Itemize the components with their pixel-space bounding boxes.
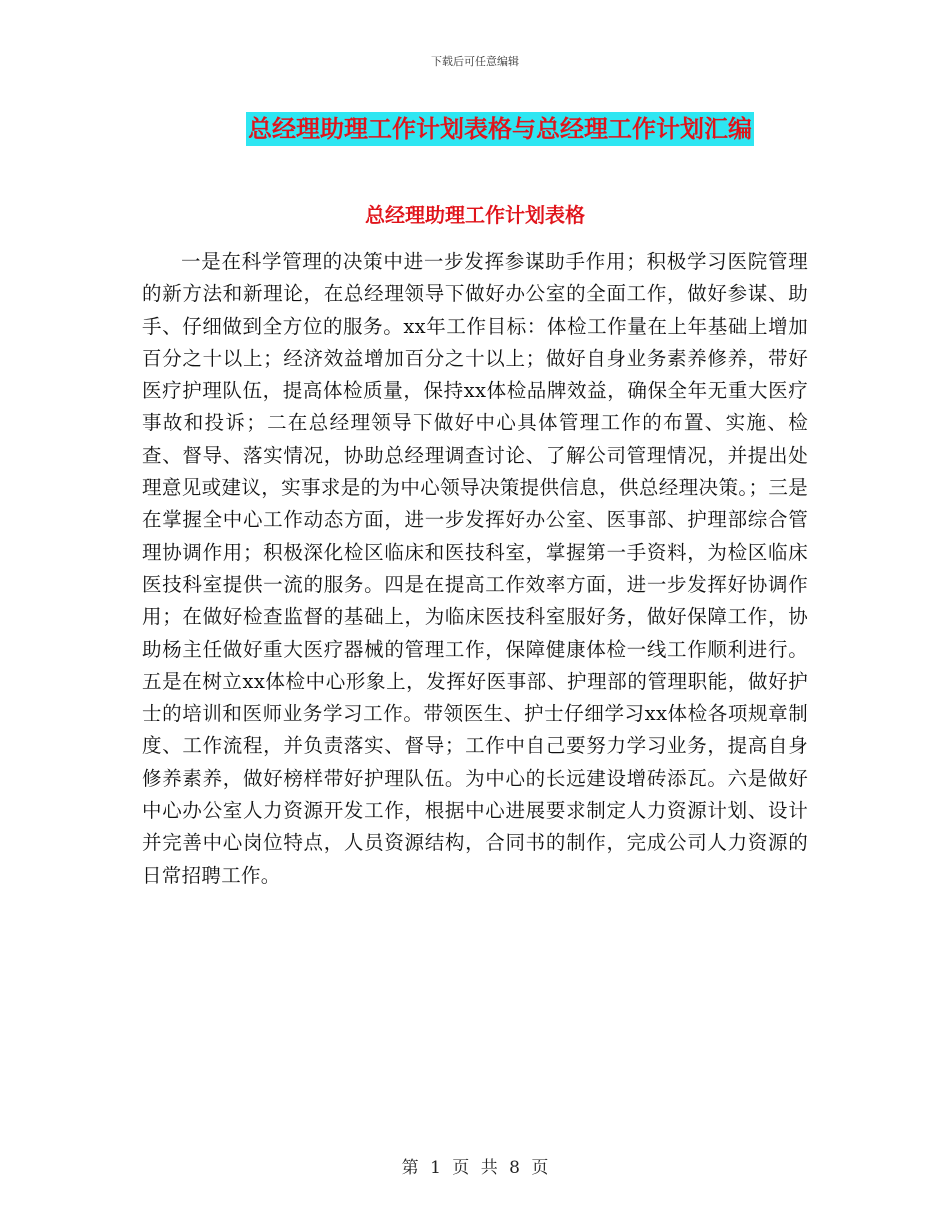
page-footer: 第 1 页 共 8 页 [401, 1158, 549, 1178]
main-title: 总经理助理工作计划表格与总经理工作计划汇编 [246, 112, 754, 146]
header-note: 下载后可任意编辑 [431, 55, 519, 68]
body-paragraph: 一是在科学管理的决策中进一步发挥参谋助手作用；积极学习医院管理的新方法和新理论，在总经理领导下做好办公室的全面工作，做好参谋、助手、仔细做到全方位的服务。xx年工作目标：体检工作量在上年基础上增加百分之十以上；经济效益增加百分之十以上；做好自身业务素养修养，带好医疗护理队伍，提高体检质量，保持xx体检品牌效益，确保全年无重大医疗事故和投诉；二在总经理领导下做好中心具体管理工作的布置、实施、检查、督导、落实情况，协助总经理调查讨论、了解公司管理情况，并提出处理意见或建议，实事求是的为中心领导决策提供信息，供总经理决策。；三是在掌握全中心工作动态方面，进一步发挥好办公室、医事部、护理部综合管理协调作用；积极深化检区临床和医技科室，掌握第一手资料，为检区临床医技科室提供一流的服务。四是在提高工作效率方面，进一步发挥好协调作用；在做好检查监督的基础上，为临床医技科室服好务，做好保障工作，协助杨主任做好重大医疗器械的管理工作，保障健康体检一线工作顺利进行。五是在树立xx体检中心形象上，发挥好医事部、护理部的管理职能，做好护士的培训和医师业务学习工作。带领医生、护士仔细学习xx体检各项规章制度、工作流程，并负责落实、督导；工作中自己要努力学习业务，提高自身修养素养，做好榜样带好护理队伍。为中心的长远建设增砖添瓦。六是做好中心办公室人力资源开发工作，根据中心进展要求制定人力资源计划、设计并完善中心岗位特点，人员资源结构，合同书的制作，完成公司人力资源的日常招聘工作。 [142, 250, 808, 887]
main-title-container [0, 112, 950, 146]
section-title: 总经理助理工作计划表格 [365, 203, 585, 227]
